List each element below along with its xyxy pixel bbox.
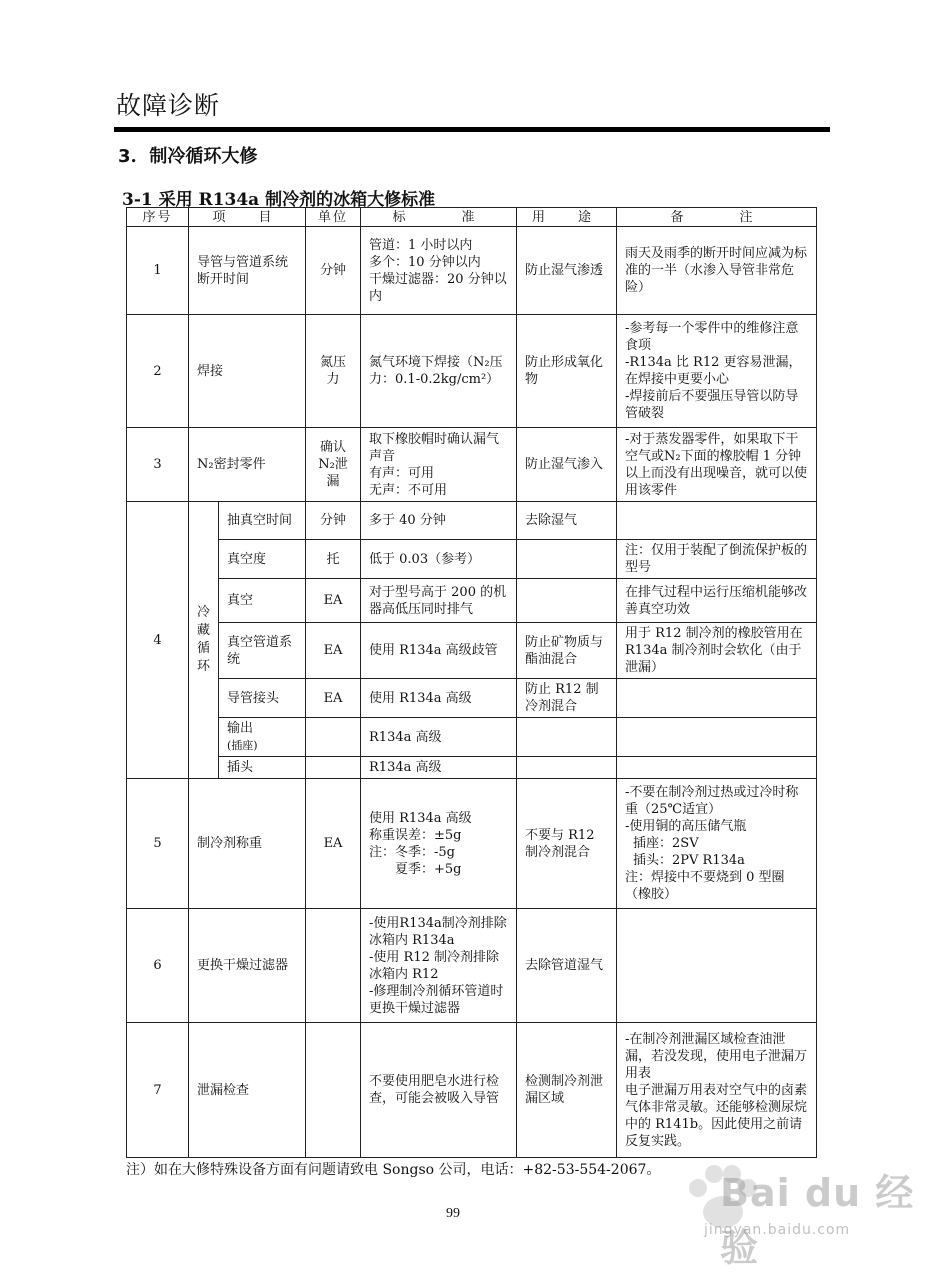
col-header-standard: 标 准 [361,208,517,227]
table-row [127,757,817,779]
row-standard: 多于 40 分钟 [361,502,517,540]
table-row [127,779,817,909]
row-unit: EA [306,579,361,623]
row-unit [306,1023,361,1158]
row-remark: 雨天及雨季的断开时间应减为标准的一半（水渗入导管非常危险） [617,227,817,315]
row-standard: -使用R134a制冷剂排除冰箱内 R134a -使用 R12 制冷剂排除冰箱内 R12 -修理制冷剂循环管道时更换干燥过滤器 [361,909,517,1023]
table-row [127,718,817,757]
row-remark: 注：仅用于装配了倒流保护板的型号 [617,540,817,579]
sub-item: 输出 (插座) [219,718,306,757]
group-label: 冷 藏 循 环 [189,502,219,779]
row-remark: 在排气过程中运行压缩机能够改善真空功效 [617,579,817,623]
table-row [127,579,817,623]
row-standard: 取下橡胶帽时确认漏气声音 有声：可用 无声：不可用 [361,428,517,502]
row-purpose: 防止湿气渗透 [517,227,617,315]
row-no: 1 [127,227,189,315]
row-purpose [517,579,617,623]
row-remark: -参考每一个零件中的维修注意食项 -R134a 比 R12 更容易泄漏，在焊接中更要小心 -焊接前后不要强压导管以防导管破裂 [617,315,817,428]
table-header-row [127,208,817,227]
row-unit: 分钟 [306,502,361,540]
col-header-purpose: 用 途 [517,208,617,227]
row-item: N₂密封零件 [189,428,306,502]
row-standard: 不要使用肥皂水进行检查，可能会被吸入导管 [361,1023,517,1158]
col-header-unit: 单位 [306,208,361,227]
table-row [127,679,817,718]
row-purpose [517,540,617,579]
row-standard: 使用 R134a 高级 称重误差：±5g 注：冬季：-5g 夏季：+5g [361,779,517,909]
row-standard: R134a 高级 [361,718,517,757]
table-row [127,502,817,540]
col-header-item: 项 目 [189,208,306,227]
row-no: 6 [127,909,189,1023]
table-row [127,227,817,315]
row-remark [617,502,817,540]
overhaul-standard-table [126,207,817,1158]
col-header-remark: 备 注 [617,208,817,227]
row-unit [306,909,361,1023]
section-number: 3 [118,146,131,167]
col-header-no: 序号 [127,208,189,227]
row-unit [306,757,361,779]
table-row [127,428,817,502]
row-remark: 用于 R12 制冷剂的橡胶管用在 R134a 制冷剂时会软化（由于泄漏） [617,623,817,679]
row-purpose: 不要与 R12 制冷剂混合 [517,779,617,909]
sub-item: 真空管道系统 [219,623,306,679]
section-heading: 3. 制冷循环大修 [118,146,258,167]
row-unit [306,718,361,757]
row-purpose [517,757,617,779]
row-purpose: 检测制冷剂泄漏区域 [517,1023,617,1158]
row-purpose [517,718,617,757]
row-remark [617,909,817,1023]
row-purpose: 去除管道湿气 [517,909,617,1023]
sub-item: 真空度 [219,540,306,579]
row-item: 泄漏检查 [189,1023,306,1158]
sub-item: 插头 [219,757,306,779]
table-row [127,540,817,579]
table-row [127,1023,817,1158]
sub-item: 抽真空时间 [219,502,306,540]
row-item: 制冷剂称重 [189,779,306,909]
row-remark [617,718,817,757]
row-no: 2 [127,315,189,428]
row-item: 焊接 [189,315,306,428]
sub-item: 导管接头 [219,679,306,718]
row-remark [617,757,817,779]
table-title: 3-1 采用 R134a 制冷剂的冰箱大修标准 [122,190,436,210]
row-unit: 氮压力 [306,315,361,428]
row-item: 更换干燥过滤器 [189,909,306,1023]
row-remark: -不要在制冷剂过热或过冷时称重（25℃适宜） -使用铜的高压储气瓶 插座：2SV 插头：2PV R134a 注：焊接中不要烧到 0 型圈（橡胶） [617,779,817,909]
row-purpose: 防止矿物质与酯油混合 [517,623,617,679]
page-number: 99 [446,1206,460,1221]
row-purpose: 防止 R12 制冷剂混合 [517,679,617,718]
row-standard: 使用 R134a 高级歧管 [361,623,517,679]
row-remark [617,679,817,718]
row-standard: 对于型号高于 200 的机器高低压同时排气 [361,579,517,623]
sub-item: 真空 [219,579,306,623]
row-unit: EA [306,679,361,718]
row-purpose: 防止形成氧化物 [517,315,617,428]
row-standard: 使用 R134a 高级 [361,679,517,718]
table-row [127,315,817,428]
row-item: 导管与管道系统断开时间 [189,227,306,315]
row-purpose: 防止湿气渗入 [517,428,617,502]
table-row [127,623,817,679]
chapter-divider [114,127,830,132]
watermark-brand: Bai du 经验 [720,1171,915,1270]
row-standard: 低于 0.03（参考） [361,540,517,579]
watermark-url: jingyan.baidu.com [704,1222,851,1238]
row-no: 4 [127,502,189,779]
row-remark: -在制冷剂泄漏区域检查油泄漏，若没发现，使用电子泄漏万用表 电子泄漏万用表对空气中的卤素气体非常灵敏。还能够检测尿烷中的 R141b。因此使用之前请反复实践。 [617,1023,817,1158]
row-no: 7 [127,1023,189,1158]
row-unit: 确认N₂泄漏 [306,428,361,502]
row-standard: 氮气环境下焊接（N₂压力：0.1-0.2kg/cm²） [361,315,517,428]
chapter-title: 故障诊断 [116,91,221,120]
section-title: 制冷循环大修 [149,146,258,167]
table-row [127,909,817,1023]
row-unit: EA [306,623,361,679]
row-unit: 托 [306,540,361,579]
footnote: 注）如在大修特殊设备方面有问题请致电 Songso 公司，电话：+82-53-554-2067。 [126,1162,661,1178]
row-standard: 管道：1 小时以内 多个：10 分钟以内 干燥过滤器：20 分钟以内 [361,227,517,315]
row-purpose: 去除湿气 [517,502,617,540]
row-remark: -对于蒸发器零件，如果取下干空气或N₂下面的橡胶帽 1 分钟以上而没有出现噪音，就可以使用该零件 [617,428,817,502]
row-standard: R134a 高级 [361,757,517,779]
row-unit: EA [306,779,361,909]
row-unit: 分钟 [306,227,361,315]
row-no: 5 [127,779,189,909]
row-no: 3 [127,428,189,502]
